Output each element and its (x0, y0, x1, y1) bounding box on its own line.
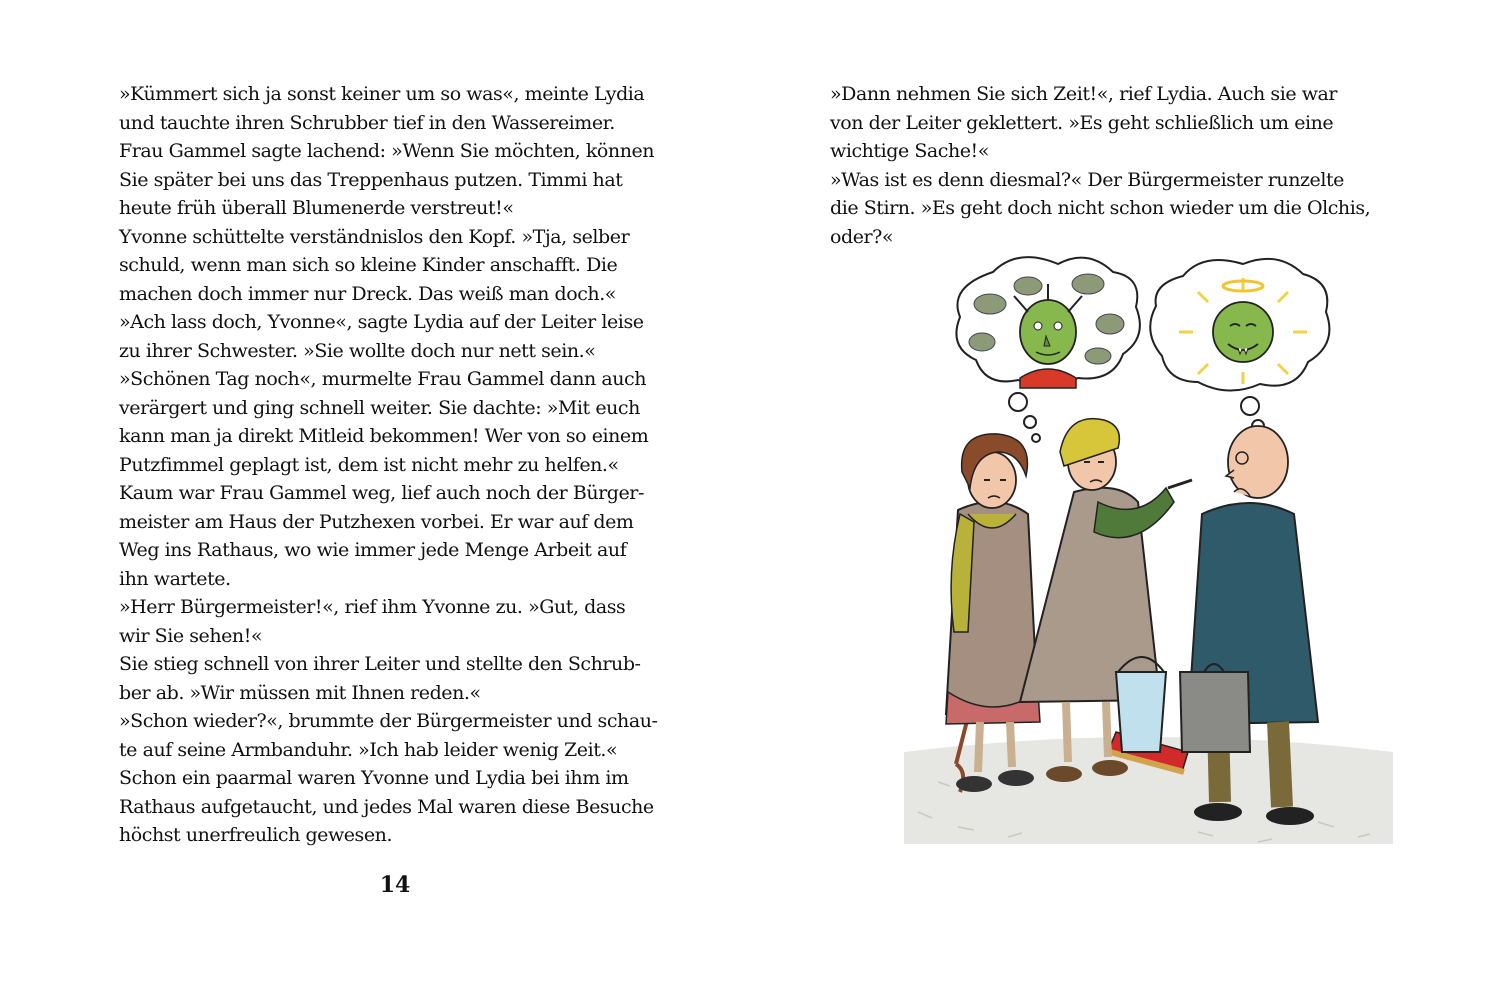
text-line: Yvonne schüttelte verständnislos den Kopf. »Tja, selber (119, 225, 630, 248)
text-line: Frau Gammel sagte lachend: »Wenn Sie möchten, können (119, 140, 655, 162)
halo-olchi-face (1213, 302, 1273, 362)
text-line: von der Leiter geklettert. »Es geht schließlich um eine (830, 111, 1334, 134)
text-line: zu ihrer Schwester. »Sie wollte doch nur nett sein.« (119, 339, 596, 362)
left-page-text (119, 80, 657, 850)
text-line: und tauchte ihren Schrubber tief in den Wassereimer. (119, 111, 615, 134)
text-line: wichtige Sache!« (830, 140, 989, 162)
text-line: kann man ja direkt Mitleid bekommen! Wer von so einem (119, 425, 649, 447)
text-line: schuld, wenn man sich so kleine Kinder anschafft. Die (119, 254, 618, 276)
text-line: Rathaus aufgetaucht, und jedes Mal waren diese Besuche (119, 795, 654, 818)
text-line: »Herr Bürgermeister!«, rief ihm Yvonne zu. »Gut, dass (119, 596, 626, 618)
text-line: machen doch immer nur Dreck. Das weiß man doch.« (119, 282, 616, 305)
text-line: »Dann nehmen Sie sich Zeit!«, rief Lydia. Auch sie war (830, 83, 1338, 105)
text-line: Kaum war Frau Gammel weg, lief auch noch der Bürger- (119, 482, 644, 504)
text-line: ihn wartete. (119, 567, 231, 590)
text-line: die Stirn. »Es geht doch nicht schon wieder um die Olchis, (830, 197, 1371, 219)
text-line: verärgert und ging schnell weiter. Sie dachte: »Mit euch (119, 396, 640, 419)
text-line: »Schon wieder?«, brummte der Bürgermeister und schau- (119, 710, 658, 732)
text-line: Putzfimmel geplagt ist, dem ist nicht mehr zu helfen.« (119, 453, 619, 476)
text-line: Schon ein paarmal waren Yvonne und Lydia bei ihm im (119, 767, 629, 789)
text-line: »Was ist es denn diesmal?« Der Bürgermeister runzelte (830, 168, 1344, 191)
right-page-text (830, 80, 1370, 251)
text-line: te auf seine Armbanduhr. »Ich hab leider wenig Zeit.« (119, 738, 618, 761)
text-line: »Ach lass doch, Yvonne«, sagte Lydia auf der Leiter leise (119, 311, 644, 333)
text-line: oder?« (830, 225, 894, 248)
text-line: heute früh überall Blumenerde verstreut!« (119, 197, 514, 219)
right-page (750, 0, 1500, 996)
text-line: wir Sie sehen!« (119, 624, 263, 647)
text-line: »Schönen Tag noch«, murmelte Frau Gammel dann auch (119, 368, 647, 390)
woman-yvonne (946, 434, 1040, 792)
text-line: »Kümmert sich ja sonst keiner um so was«, meinte Lydia (119, 83, 645, 105)
text-line: ber ab. »Wir müssen mit Ihnen reden.« (119, 681, 481, 704)
bucket (1116, 657, 1166, 752)
page-number: 14 (379, 872, 411, 898)
text-line: Weg ins Rathaus, wo wie immer jede Menge Arbeit auf (119, 539, 627, 561)
text-line: meister am Haus der Putzhexen vorbei. Er war auf dem (119, 510, 634, 533)
text-line: Sie stieg schnell von ihrer Leiter und stellte den Schrub- (119, 653, 641, 675)
illustration-cleaning-ladies-and-mayor (898, 252, 1398, 852)
text-line: höchst unerfreulich gewesen. (119, 824, 393, 846)
woman-lydia (1020, 419, 1192, 782)
text-line: Sie später bei uns das Treppenhaus putzen. Timmi hat (119, 168, 623, 191)
